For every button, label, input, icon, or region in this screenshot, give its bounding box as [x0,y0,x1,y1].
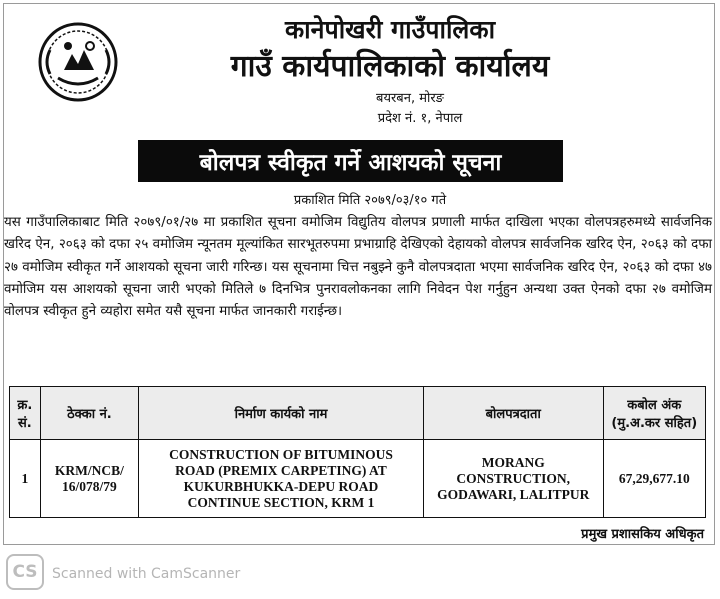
row-work-name [139,440,424,518]
work-name-line4: CONTINUE SECTION, KRM 1 [187,494,375,510]
camscanner-watermark: Scanned with CamScanner [52,566,241,582]
work-name-line2: ROAD (PREMIX CARPETING) AT [175,462,387,478]
header-work-name: निर्माण कार्यको नाम [139,387,424,440]
header-amount-line2: (मु.अ.कर सहित) [611,416,698,431]
header-serial-line2: सं. [17,416,32,431]
header-serial-line1: क्र. [17,398,33,413]
office-name: गाउँ कार्यपालिकाको कार्यालय [230,49,550,84]
work-name-line1: CONSTRUCTION OF BITUMINOUS [169,446,393,462]
camscanner-logo-icon: CS [6,554,44,590]
published-date: प्रकाशित मिति २०७९/०३/१० गते [293,193,447,208]
header-serial [10,387,41,440]
header-contract-no: ठेक्का नं. [40,387,138,440]
header-bidder: बोलपत्रदाता [423,387,603,440]
row-amount: 67,29,677.10 [603,440,705,518]
table-row [10,440,706,518]
bidder-line1: MORANG [481,454,545,470]
contract-no-line2: 16/078/79 [62,478,117,494]
bidder-line2: CONSTRUCTION, [456,470,571,486]
header-amount-line1: कबोल अंक [627,398,682,413]
signature-title: प्रमुख प्रशासकिय अधिकृत [581,527,704,542]
municipality-name: कानेपोखरी गाउँपालिका [284,15,496,44]
work-name-line3: KUKURBHUKKA-DEPU ROAD [183,478,379,494]
row-serial: 1 [10,440,41,518]
contract-no-line1: KRM/NCB/ [54,462,124,478]
office-address: बयरबन, मोरङ [376,91,444,106]
row-contract-no [40,440,138,518]
table-header-row [10,387,706,440]
tender-table [9,386,706,518]
notice-body: यस गाउँपालिकाबाट मिति २०७९/०१/२७ मा प्रकाशित सूचना वमोजिम विद्युतिय वोलपत्र प्रणाली मार्फत दाखिला भएका वोलपत्रहरुमध्ये सार्वजनिक खरिद ऐन, २०६३ को दफा २५ वमोजिम न्यूनतम मूल्यांकित सारभूतरुपमा प्रभाग्राहि देखिएको देहायको वोलपत्र सार्वजनिक खरिद ऐन, २०६३ को दफा २७ वमोजिम स्वीकृत गर्ने आशयको सूचना जारी गरिन्छ। यस सूचनामा चित्त नबुझ्ने कुनै वोलपत्रदाता भएमा सार्वजनिक खरिद ऐन, २०६३ को दफा ४७ वमोजिम यस आशयको सूचना जारी भएको मितिले ७ दिनभित्र पुनरावलोकनका लागि निवेदन पेश गर्नुहुन अन्यथा उक्त ऐनको दफा २७ वमोजिम वोलपत्र स्वीकृत हुने व्यहोरा समेत यसै सूचना मार्फत जानकारी गराईन्छ। [4,215,712,320]
notice-title: बोलपत्र स्वीकृत गर्ने आशयको सूचना [138,140,563,182]
bidder-line3: GODAWARI, LALITPUR [437,486,590,502]
header-amount [603,387,705,440]
row-bidder [423,440,603,518]
office-province: प्रदेश नं. १, नेपाल [377,111,463,126]
